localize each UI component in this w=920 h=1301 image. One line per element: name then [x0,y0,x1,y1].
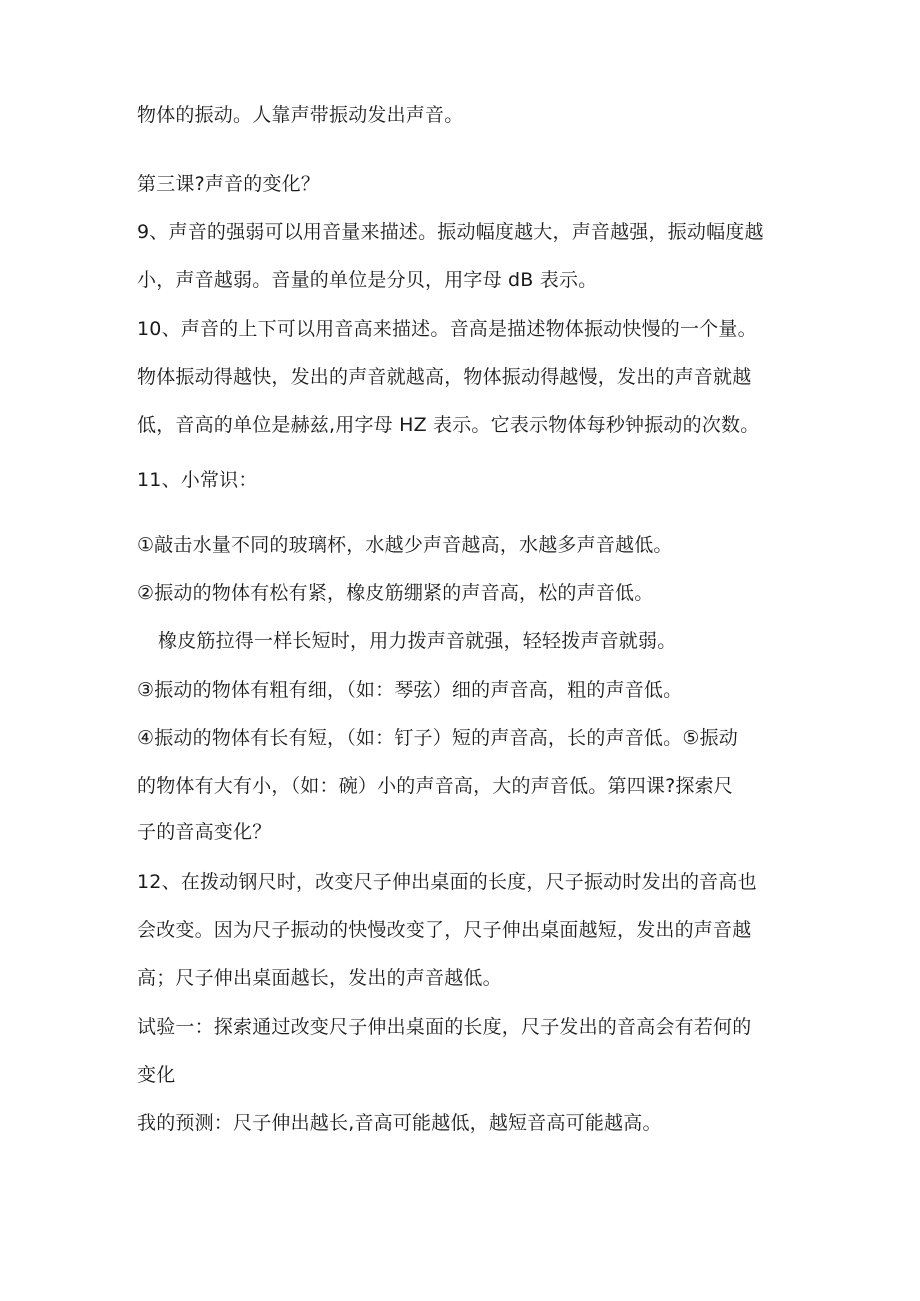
text-line: 物体振动得越快，发出的声音就越高，物体振动得越慢，发出的声音就越 [137,366,752,388]
text-line: 11、小常识： [137,469,258,491]
text-line: 试验一：探索通过改变尺子伸出桌面的长度，尺子发出的音高会有若何的 [137,1016,752,1038]
text-line: 的物体有大有小，（如：碗）小的声音高，大的声音低。第四课?探索尺 [137,775,733,797]
text-line: 会改变。因为尺子振动的快慢改变了，尺子伸出桌面越短，发出的声音越 [137,919,752,941]
text-line: ①敲击水量不同的玻璃杯，水越少声音越高，水越多声音越低。 [137,534,673,556]
text-line: ④振动的物体有长有短，（如：钉子）短的声音高，长的声音低。⑤振动 [137,727,738,749]
text-line: 低，音高的单位是赫兹,用字母 HZ 表示。它表示物体每秒钟振动的次数。 [137,414,760,436]
text-line: 变化 [137,1064,176,1086]
text-line: 子的音高变化？ [137,821,272,843]
text-line: 9、声音的强弱可以用音量来描述。振动幅度越大，声音越强，振动幅度越 [137,221,764,243]
lesson-heading: 第三课?声音的变化？ [137,173,321,195]
text-line: 小，声音越弱。音量的单位是分贝，用字母 dB 表示。 [137,269,598,291]
text-line: 高；尺子伸出桌面越长，发出的声音越低。 [137,967,502,989]
text-line: 10、声音的上下可以用音高来描述。音高是描述物体振动快慢的一个量。 [137,318,757,340]
text-line: ③振动的物体有粗有细，（如：琴弦）细的声音高，粗的声音低。 [137,679,683,701]
text-line: 12、在拨动钢尺时，改变尺子伸出桌面的长度，尺子振动时发出的音高也 [137,871,757,893]
text-line: 我的预测：尺子伸出越长,音高可能越低，越短音高可能越高。 [137,1112,662,1134]
text-line: ②振动的物体有松有紧，橡皮筋绷紧的声音高，松的声音低。 [137,582,654,604]
text-line: 物体的振动。人靠声带振动发出声音。 [137,104,464,126]
text-line: 橡皮筋拉得一样长短时，用力拨声音就强，轻轻拨声音就弱。 [158,630,677,652]
